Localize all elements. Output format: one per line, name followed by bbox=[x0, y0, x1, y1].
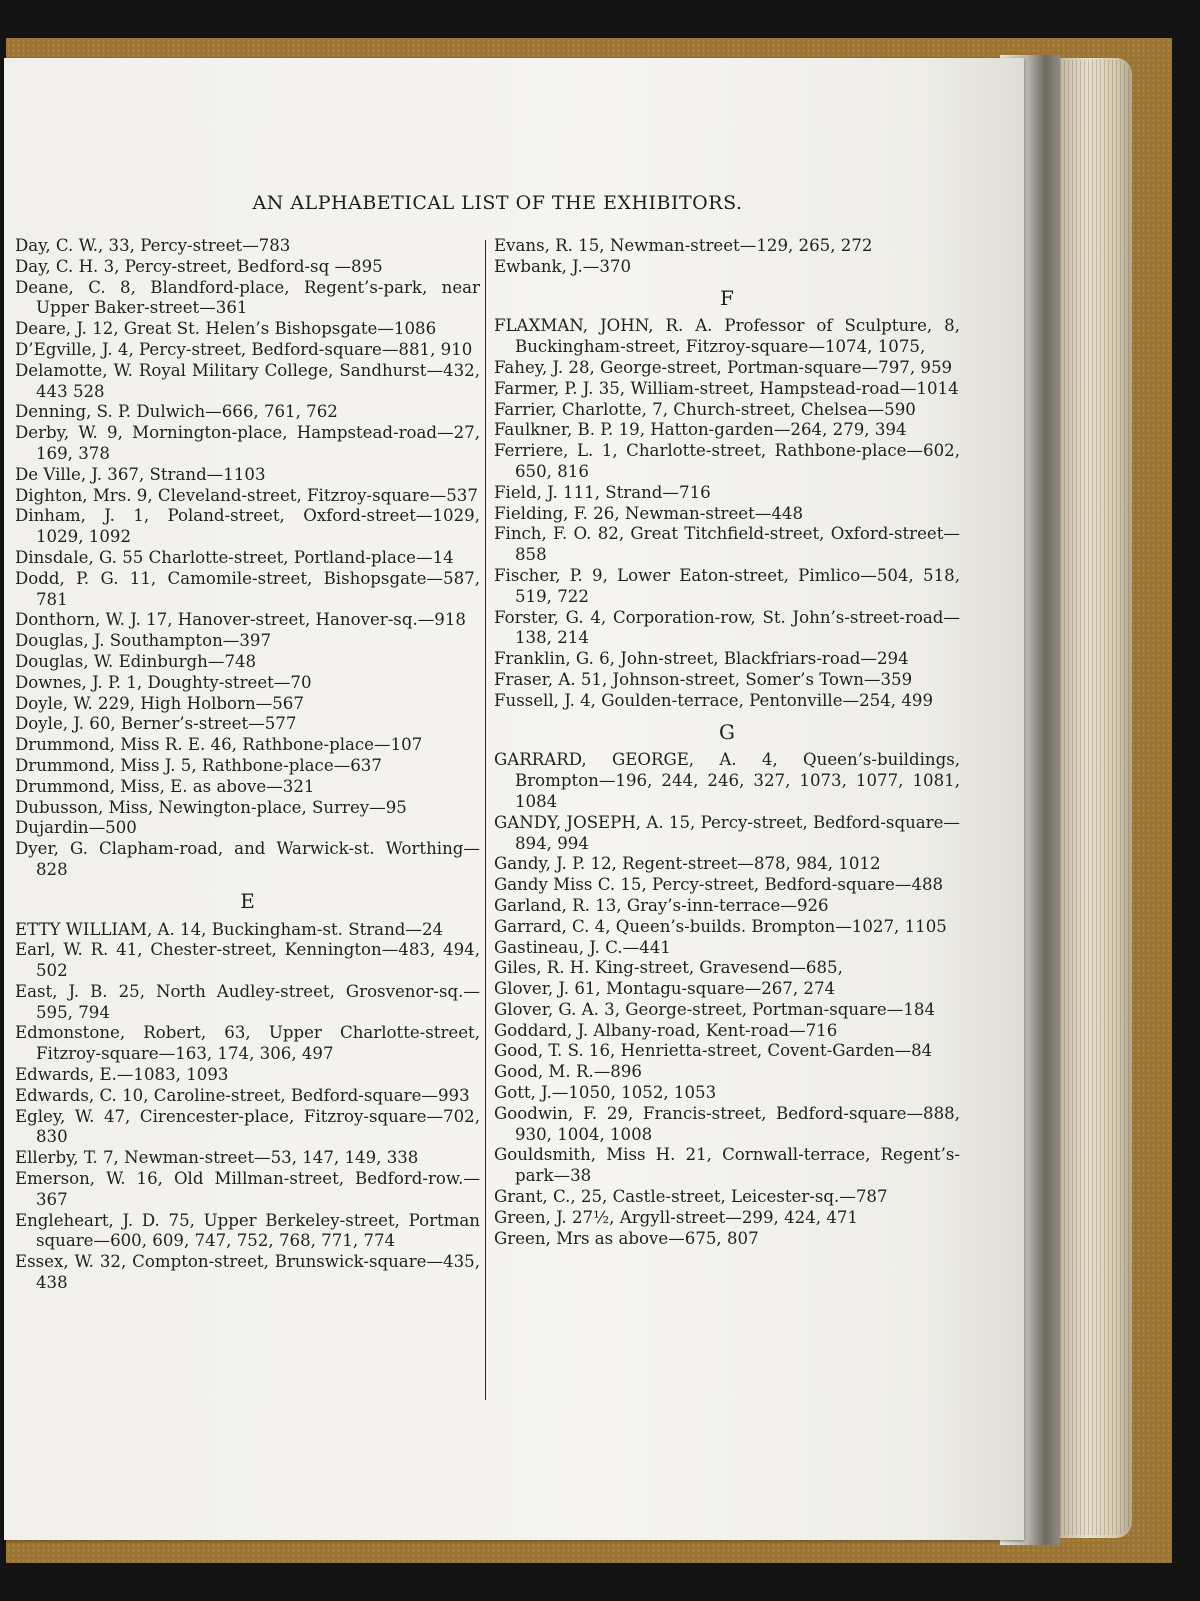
section-heading-f: F bbox=[720, 285, 734, 310]
exhibitor-entry: ETTY WILLIAM, A. 14, Buckingham-st. Strand—24 bbox=[15, 919, 444, 939]
exhibitor-entry: Finch, F. O. 82, Great Titchfield-street, Oxford-street—858 bbox=[494, 524, 960, 565]
exhibitor-entry: Donthorn, W. J. 17, Hanover-street, Hanover-sq.—918 bbox=[15, 610, 466, 630]
column-rule bbox=[485, 240, 486, 1400]
exhibitor-entry: FLAXMAN, JOHN, R. A. Professor of Sculpture, 8, Buckingham-street, Fitzroy-square—1074, 1075, bbox=[494, 316, 960, 357]
exhibitor-entry: Evans, R. 15, Newman-street—129, 265, 272 bbox=[494, 236, 873, 255]
exhibitor-entry: Downes, J. P. 1, Doughty-street—70 bbox=[15, 672, 312, 692]
exhibitor-entry: Gott, J.—1050, 1052, 1053 bbox=[494, 1083, 717, 1103]
exhibitor-entry: Essex, W. 32, Compton-street, Brunswick-square—435, 438 bbox=[15, 1252, 480, 1293]
exhibitor-entry: Green, Mrs as above—675, 807 bbox=[494, 1228, 759, 1248]
exhibitor-entry: Fahey, J. 28, George-street, Portman-square—797, 959 bbox=[494, 357, 953, 377]
exhibitor-entry: GANDY, JOSEPH, A. 15, Percy-street, Bedford-square—894, 994 bbox=[494, 812, 960, 853]
exhibitor-entry: Edwards, C. 10, Caroline-street, Bedford-square—993 bbox=[15, 1085, 470, 1105]
right-column bbox=[494, 236, 960, 1249]
exhibitor-entry: Gouldsmith, Miss H. 21, Cornwall-terrace, Regent’s-park—38 bbox=[494, 1145, 960, 1186]
exhibitor-entry: Dinham, J. 1, Poland-street, Oxford-street—1029, 1029, 1092 bbox=[15, 506, 480, 547]
exhibitor-entry: Dubusson, Miss, Newington-place, Surrey—95 bbox=[15, 797, 407, 817]
exhibitor-entry: Gastineau, J. C.—441 bbox=[494, 937, 671, 957]
exhibitor-entry: Goodwin, F. 29, Francis-street, Bedford-square—888, 930, 1004, 1008 bbox=[494, 1103, 960, 1144]
exhibitor-entry: Doyle, J. 60, Berner’s-street—577 bbox=[15, 714, 297, 734]
exhibitor-entry: Earl, W. R. 41, Chester-street, Kennington—483, 494, 502 bbox=[15, 940, 480, 981]
exhibitor-entry: Day, C. W., 33, Percy-street—783 bbox=[15, 236, 291, 255]
exhibitor-entry: Garrard, C. 4, Queen’s-builds. Brompton—1027, 1105 bbox=[494, 916, 947, 936]
left-column bbox=[15, 236, 480, 1294]
exhibitor-entry: Field, J. 111, Strand—716 bbox=[494, 482, 711, 502]
exhibitor-entry: Day, C. H. 3, Percy-street, Bedford-sq —895 bbox=[15, 256, 383, 276]
running-head: AN ALPHABETICAL LIST OF THE EXHIBITORS. bbox=[252, 192, 743, 214]
exhibitor-entry: GARRARD, GEORGE, A. 4, Queen’s-buildings, Brompton—196, 244, 246, 327, 1073, 1077, 1081, 1084 bbox=[494, 750, 960, 811]
exhibitor-entry: Dujardin—500 bbox=[15, 818, 137, 838]
exhibitor-entry: Douglas, W. Edinburgh—748 bbox=[15, 651, 257, 671]
exhibitor-entry: Deane, C. 8, Blandford-place, Regent’s-park, near Upper Baker-street—361 bbox=[15, 277, 480, 318]
exhibitor-entry: Ewbank, J.—370 bbox=[494, 256, 632, 276]
entries-e-continued bbox=[494, 236, 960, 278]
exhibitor-entry: Fischer, P. 9, Lower Eaton-street, Pimlico—504, 518, 519, 722 bbox=[494, 565, 960, 606]
exhibitor-entry: Faulkner, B. P. 19, Hatton-garden—264, 279, 394 bbox=[494, 420, 907, 440]
exhibitor-entry: Deare, J. 12, Great St. Helen’s Bishopsgate—1086 bbox=[15, 319, 437, 339]
section-heading-g: G bbox=[719, 719, 735, 744]
exhibitor-entry: De Ville, J. 367, Strand—1103 bbox=[15, 464, 266, 484]
exhibitor-entry: Fraser, A. 51, Johnson-street, Somer’s Town—359 bbox=[494, 669, 913, 689]
exhibitor-entry: Denning, S. P. Dulwich—666, 761, 762 bbox=[15, 402, 338, 422]
section-heading-e: E bbox=[240, 888, 255, 913]
exhibitor-entry: Good, M. R.—896 bbox=[494, 1062, 642, 1082]
exhibitor-entry: Edmonstone, Robert, 63, Upper Charlotte-street, Fitzroy-square—163, 174, 306, 497 bbox=[15, 1023, 480, 1064]
exhibitor-entry: Douglas, J. Southampton—397 bbox=[15, 631, 272, 651]
exhibitor-entry: Forster, G. 4, Corporation-row, St. John’s-street-road—138, 214 bbox=[494, 607, 960, 648]
exhibitor-entry: Good, T. S. 16, Henrietta-street, Covent-Garden—84 bbox=[494, 1041, 933, 1061]
entries-g bbox=[494, 750, 960, 1249]
exhibitor-entry: Egley, W. 47, Cirencester-place, Fitzroy-square—702, 830 bbox=[15, 1106, 480, 1147]
exhibitor-entry: Ferriere, L. 1, Charlotte-street, Rathbone-place—602, 650, 816 bbox=[494, 441, 960, 481]
exhibitor-entry: Doyle, W. 229, High Holborn—567 bbox=[15, 693, 304, 713]
exhibitor-entry: Drummond, Miss R. E. 46, Rathbone-place—107 bbox=[15, 735, 423, 755]
exhibitor-entry: Garland, R. 13, Gray’s-inn-terrace—926 bbox=[494, 895, 829, 915]
exhibitor-entry: Drummond, Miss, E. as above—321 bbox=[15, 776, 315, 796]
exhibitor-entry: Grant, C., 25, Castle-street, Leicester-sq.—787 bbox=[494, 1187, 888, 1207]
exhibitor-entry: Gandy Miss C. 15, Percy-street, Bedford-square—488 bbox=[494, 875, 944, 895]
exhibitor-entry: Gandy, J. P. 12, Regent-street—878, 984, 1012 bbox=[494, 854, 881, 874]
exhibitor-entry: Drummond, Miss J. 5, Rathbone-place—637 bbox=[15, 755, 382, 775]
exhibitor-entry: Franklin, G. 6, John-street, Blackfriars-road—294 bbox=[494, 649, 909, 669]
exhibitor-entry: Goddard, J. Albany-road, Kent-road—716 bbox=[494, 1020, 838, 1040]
entries-d bbox=[15, 236, 480, 881]
exhibitor-entry: East, J. B. 25, North Audley-street, Grosvenor-sq.—595, 794 bbox=[15, 981, 480, 1022]
exhibitor-entry: Dinsdale, G. 55 Charlotte-street, Portland-place—14 bbox=[15, 547, 454, 567]
exhibitor-entry: Glover, G. A. 3, George-street, Portman-square—184 bbox=[494, 999, 936, 1019]
exhibitor-entry: Ellerby, T. 7, Newman-street—53, 147, 149, 338 bbox=[15, 1148, 419, 1168]
entries-f bbox=[494, 316, 960, 711]
exhibitor-entry: Dodd, P. G. 11, Camomile-street, Bishopsgate—587, 781 bbox=[15, 568, 480, 609]
exhibitor-entry: Glover, J. 61, Montagu-square—267, 274 bbox=[494, 979, 836, 999]
exhibitor-entry: Derby, W. 9, Mornington-place, Hampstead-road—27, 169, 378 bbox=[15, 423, 480, 463]
exhibitor-entry: Farmer, P. J. 35, William-street, Hampstead-road—1014 bbox=[494, 378, 959, 398]
exhibitor-entry: Edwards, E.—1083, 1093 bbox=[15, 1065, 229, 1085]
exhibitor-entry: Fussell, J. 4, Goulden-terrace, Pentonville—254, 499 bbox=[494, 690, 933, 710]
exhibitor-entry: Delamotte, W. Royal Military College, Sandhurst—432, 443 528 bbox=[15, 360, 480, 401]
exhibitor-entry: Dyer, G. Clapham-road, and Warwick-st. Worthing—828 bbox=[15, 839, 480, 879]
exhibitor-entry: Green, J. 27½, Argyll-street—299, 424, 471 bbox=[494, 1207, 858, 1227]
exhibitor-entry: Giles, R. H. King-street, Gravesend—685, bbox=[494, 958, 843, 978]
exhibitor-entry: Farrier, Charlotte, 7, Church-street, Chelsea—590 bbox=[494, 399, 916, 419]
exhibitor-entry: Emerson, W. 16, Old Millman-street, Bedford-row.—367 bbox=[15, 1169, 480, 1209]
exhibitor-entry: Fielding, F. 26, Newman-street—448 bbox=[494, 503, 804, 523]
entries-e bbox=[15, 920, 480, 1294]
exhibitor-entry: Engleheart, J. D. 75, Upper Berkeley-street, Portman square—600, 609, 747, 752, 768, 771, 774 bbox=[15, 1210, 480, 1251]
exhibitor-entry: Dighton, Mrs. 9, Cleveland-street, Fitzroy-square—537 bbox=[15, 485, 478, 505]
exhibitor-entry: D’Egville, J. 4, Percy-street, Bedford-square—881, 910 bbox=[15, 339, 473, 359]
